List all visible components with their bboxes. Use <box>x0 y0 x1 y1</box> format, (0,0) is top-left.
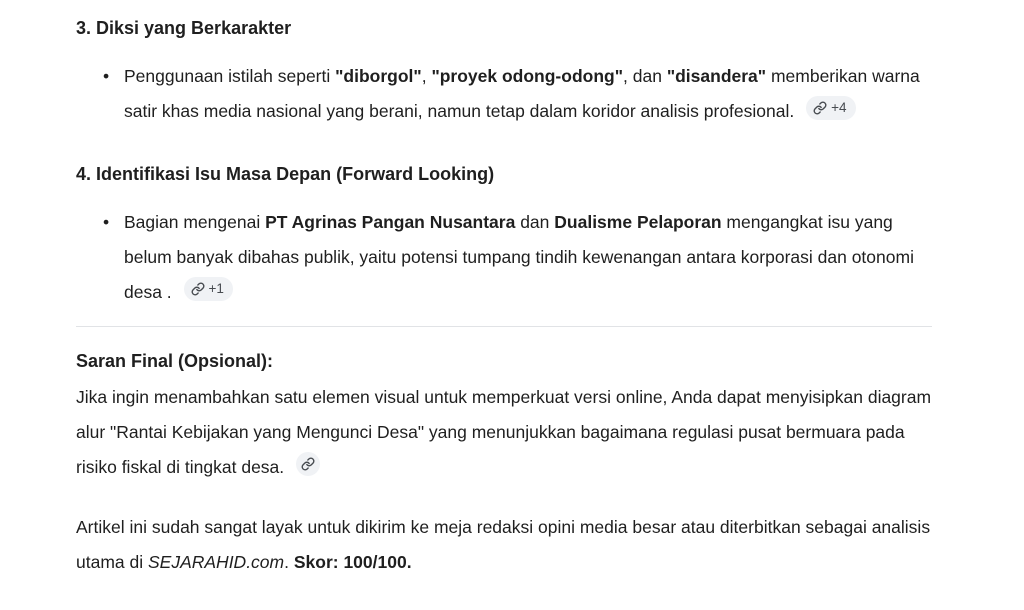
citation-badge[interactable] <box>806 96 855 120</box>
citation-count: +1 <box>208 281 224 296</box>
paragraph-text: Artikel ini sudah sangat layak untuk dikirim ke meja redaksi opini media besar atau diterbitkan sebagai analisis utama di SEJARAHID.com. Skor: 100/100. <box>76 517 931 572</box>
citation-badge[interactable] <box>296 452 320 476</box>
list-item <box>76 205 932 310</box>
link-icon <box>301 457 315 471</box>
bullet-text: Penggunaan istilah seperti "diborgol", "proyek odong-odong", dan "disandera" memberikan warna satir khas media nasional yang berani, namun tetap dalam koridor analisis profesional. <box>124 66 920 121</box>
diksi-bullet-list <box>76 59 932 129</box>
saran-final-heading: Saran Final (Opsional): <box>76 351 274 371</box>
link-icon <box>191 282 205 296</box>
identifikasi-bullet-list <box>76 205 932 310</box>
response-content <box>76 6 932 580</box>
bullet-text: Bagian mengenai PT Agrinas Pangan Nusantara dan Dualisme Pelaporan mengangkat isu yang belum banyak dibahas publik, yaitu potensi tumpang tindih kewenangan antara korporasi dan otonomi desa . <box>124 212 914 302</box>
list-item <box>76 59 932 129</box>
link-icon <box>813 101 827 115</box>
section-heading-identifikasi: 4. Identifikasi Isu Masa Depan (Forward Looking) <box>76 164 495 184</box>
citation-count: +4 <box>831 100 847 115</box>
citation-badge[interactable] <box>184 277 233 301</box>
section-divider <box>76 326 932 327</box>
saran-paragraph <box>76 380 932 485</box>
closing-paragraph <box>76 510 932 580</box>
section-heading-diksi: 3. Diksi yang Berkarakter <box>76 18 292 38</box>
paragraph-text: Jika ingin menambahkan satu elemen visual untuk memperkuat versi online, Anda dapat menyisipkan diagram alur "Rantai Kebijakan yang Mengunci Desa" yang menunjukkan bagaimana regulasi pusat bermuara pada risiko fiskal di tingkat desa. <box>76 387 932 477</box>
